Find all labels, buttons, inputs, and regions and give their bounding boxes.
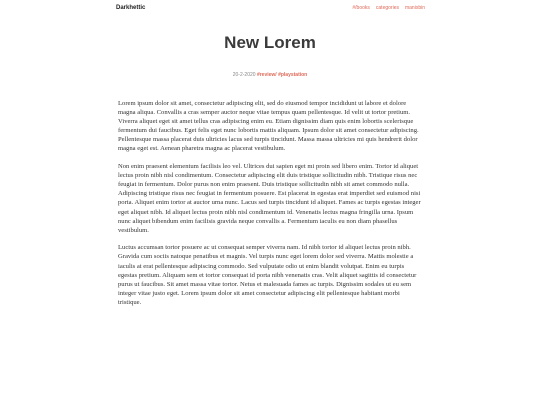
top-navbar xyxy=(0,0,540,18)
post-paragraph: Non enim praesent elementum facilisis leo vel. Ultrices dui sapien eget mi proin sed libero enim. Tortor id aliquet lectus proin nibh nisl condimentum. Consectetur adipiscing elit duis tristique sollicitudin nibh. Tristique risus nec feugiat in fermentum. Dolor purus non enim praesent. Duis tristique sollicitudin nibh sit amet commodo nulla. Adipiscing tristique risus nec feugiat in fermentum posuere. Est placerat in egestas erat imperdiet sed euismod nisi porta. Aliquet enim tortor at auctor urna nunc. Lacus sed turpis tincidunt id aliquet. Fames ac turpis egestas integer eget aliquet nibh. Id aliquet lectus proin nibh nisl condimentum id. Venenatis lectus magna fringilla urna. Ipsum nunc aliquet bibendum enim facilisis gravida neque convallis a. Fermentum iaculis eu non diam phasellus vestibulum. xyxy=(118,163,421,234)
post-tags[interactable]: #review/ #playstation xyxy=(256,72,308,78)
nav-link-books[interactable]: #/books xyxy=(352,5,370,11)
post-paragraph: Luctus accumsan tortor posuere ac ut consequat semper viverra nam. Id nibh tortor id aliquet lectus proin nibh. Gravida cum sociis natoque penatibus et magnis. Vel turpis nunc eget lorem dolor sed viverra. Mattis molestie a iaculis at erat pellentesque adipiscing commodo. Sed vulputate odio ut enim blandit volutpat. Enim eu turpis egestas pretium. Aliquam sem et tortor consequat id porta nibh venenatis cras. Velit aliquet sagittis id consectetur purus ut faucibus. Sit amet massa vitae tortor. Netus et malesuada fames ac turpis. Dignissim sodales ut eu sem integer vitae justo eget. Lorem ipsum dolor sit amet consectetur adipiscing elit pellentesque habitant morbi tristique. xyxy=(118,244,417,306)
post-body xyxy=(118,99,422,315)
nav-link-manixbin[interactable]: manixbin xyxy=(404,5,425,11)
nav-link-categories[interactable]: categories xyxy=(375,5,399,11)
post-meta xyxy=(0,72,540,78)
post-paragraph: Lorem ipsum dolor sit amet, consectetur adipiscing elit, sed do eiusmod tempor incididunt ut labore et dolore magna aliqua. Convallis a cras semper auctor neque vitae tempus quam pellentesque. Id velit ut tortor pretium. Viverra aliquet eget sit amet tellus cras adipiscing enim eu. Etiam dignissim diam quis enim lobortis scelerisque fermentum dui faucibus. Eget felis eget nunc lobortis mattis aliquam. Ipsum dolor sit amet consectetur adipiscing. Pellentesque massa placerat duis ultricies lacus sed turpis tincidunt. Massa massa ultricies mi quis hendrerit dolor magna eget est. Aenean pharetra magna ac placerat vestibulum. xyxy=(118,100,419,153)
site-brand[interactable]: Darkhettic xyxy=(116,5,146,11)
post-title: New Lorem xyxy=(224,33,316,52)
nav-links xyxy=(352,5,425,11)
post-date: 20-2-2020 xyxy=(232,72,256,78)
